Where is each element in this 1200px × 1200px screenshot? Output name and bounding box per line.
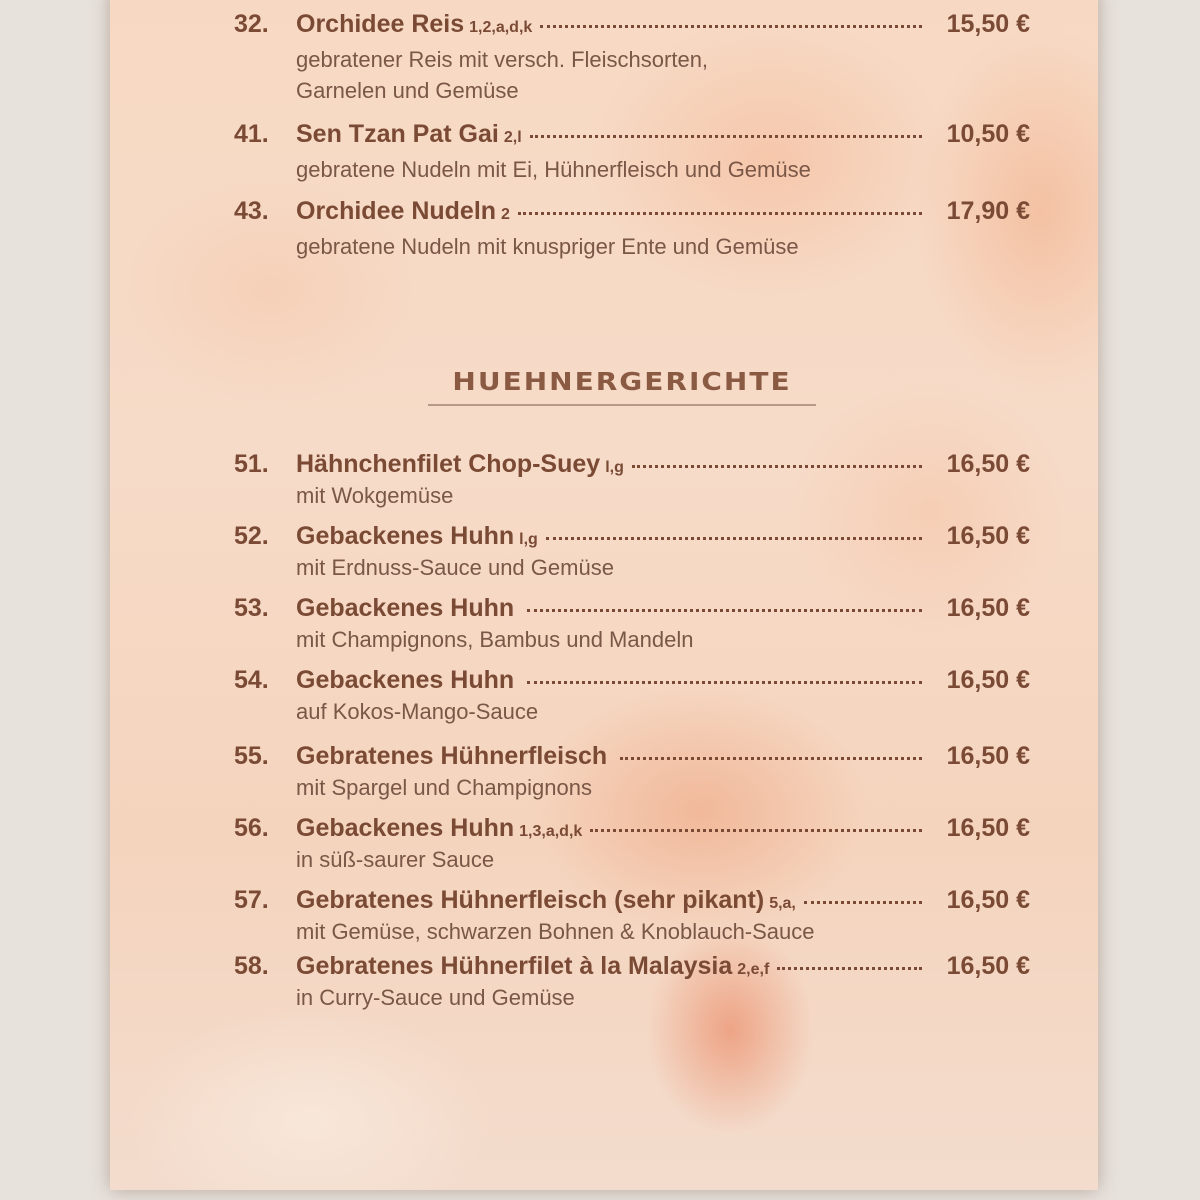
- item-description: in Curry-Sauce und Gemüse: [296, 985, 575, 1010]
- dot-leader: [540, 25, 922, 28]
- item-description: mit Champignons, Bambus und Mandeln: [296, 627, 694, 652]
- dot-leader: [590, 829, 922, 832]
- item-price: 10,50 €: [946, 120, 1030, 148]
- menu-page: [110, 0, 1098, 1190]
- allergen-codes: l,g: [519, 531, 538, 548]
- item-name: Gebackenes Huhn: [296, 814, 515, 842]
- item-number: 53.: [234, 594, 269, 622]
- dot-leader: [804, 901, 922, 904]
- item-line: [296, 197, 1030, 226]
- allergen-codes: 2: [501, 206, 510, 223]
- item-line: [296, 120, 1030, 149]
- item-description: in süß-saurer Sauce: [296, 847, 495, 872]
- item-description: gebratener Reis mit versch. Fleischsorten, Garnelen und Gemüse: [296, 47, 709, 103]
- item-name: Orchidee Reis: [296, 10, 465, 38]
- item-number: 56.: [234, 814, 269, 842]
- item-number: 43.: [234, 197, 269, 225]
- item-number: 58.: [234, 952, 269, 980]
- item-number: 54.: [234, 666, 269, 694]
- item-price: 16,50 €: [946, 594, 1030, 622]
- item-number: 52.: [234, 522, 269, 550]
- item-number: 57.: [234, 886, 269, 914]
- item-price: 16,50 €: [946, 742, 1030, 770]
- item-name: Gebratenes Hühnerfleisch (sehr pikant): [296, 886, 765, 914]
- item-line: [296, 594, 1030, 623]
- item-price: 16,50 €: [946, 450, 1030, 478]
- item-number: 51.: [234, 450, 269, 478]
- section-divider: [428, 404, 816, 406]
- item-name: Gebackenes Huhn: [296, 522, 515, 550]
- item-line: [296, 886, 1030, 915]
- allergen-codes: l,g: [605, 459, 624, 476]
- dot-leader: [777, 967, 922, 970]
- item-name: Gebackenes Huhn: [296, 666, 515, 694]
- dot-leader: [546, 537, 922, 540]
- item-line: [296, 814, 1030, 843]
- item-price: 16,50 €: [946, 886, 1030, 914]
- item-price: 15,50 €: [946, 10, 1030, 38]
- item-price: 16,50 €: [946, 814, 1030, 842]
- item-name: Gebratenes Hühnerfleisch: [296, 742, 608, 770]
- item-line: [296, 952, 1030, 981]
- item-description: mit Erdnuss-Sauce und Gemüse: [296, 555, 614, 580]
- item-name: Gebackenes Huhn: [296, 594, 515, 622]
- item-price: 16,50 €: [946, 666, 1030, 694]
- item-description: mit Spargel und Champignons: [296, 775, 592, 800]
- item-price: 16,50 €: [946, 522, 1030, 550]
- allergen-codes: 2,l: [503, 129, 522, 146]
- allergen-codes: 2,e,f: [737, 961, 770, 978]
- item-name: Gebratenes Hühnerfilet à la Malaysia: [296, 952, 733, 980]
- dot-leader: [527, 609, 922, 612]
- item-line: [296, 666, 1030, 695]
- dot-leader: [518, 212, 922, 215]
- item-name: Orchidee Nudeln: [296, 197, 497, 225]
- section-title: HUEHNERGERICHTE: [452, 366, 792, 397]
- item-description: gebratene Nudeln mit knuspriger Ente und Gemüse: [296, 234, 799, 259]
- item-description: mit Wokgemüse: [296, 483, 454, 508]
- allergen-codes: 1,2,a,d,k: [469, 19, 533, 36]
- item-line: [296, 450, 1030, 479]
- dot-leader: [527, 681, 922, 684]
- allergen-codes: 1,3,a,d,k: [519, 823, 583, 840]
- item-name: Hähnchenfilet Chop-Suey: [296, 450, 601, 478]
- item-description: gebratene Nudeln mit Ei, Hühnerfleisch und Gemüse: [296, 157, 811, 182]
- item-description: auf Kokos-Mango-Sauce: [296, 699, 539, 724]
- item-number: 32.: [234, 10, 269, 38]
- item-number: 55.: [234, 742, 269, 770]
- item-description: mit Gemüse, schwarzen Bohnen & Knoblauch-Sauce: [296, 919, 815, 944]
- item-name: Sen Tzan Pat Gai: [296, 120, 499, 148]
- dot-leader: [620, 757, 922, 760]
- item-line: [296, 742, 1030, 771]
- dot-leader: [632, 465, 922, 468]
- item-number: 41.: [234, 120, 269, 148]
- item-price: 17,90 €: [946, 197, 1030, 225]
- item-price: 16,50 €: [946, 952, 1030, 980]
- dot-leader: [530, 135, 922, 138]
- item-line: [296, 522, 1030, 551]
- item-line: [296, 10, 1030, 39]
- allergen-codes: 5,a,: [769, 895, 796, 912]
